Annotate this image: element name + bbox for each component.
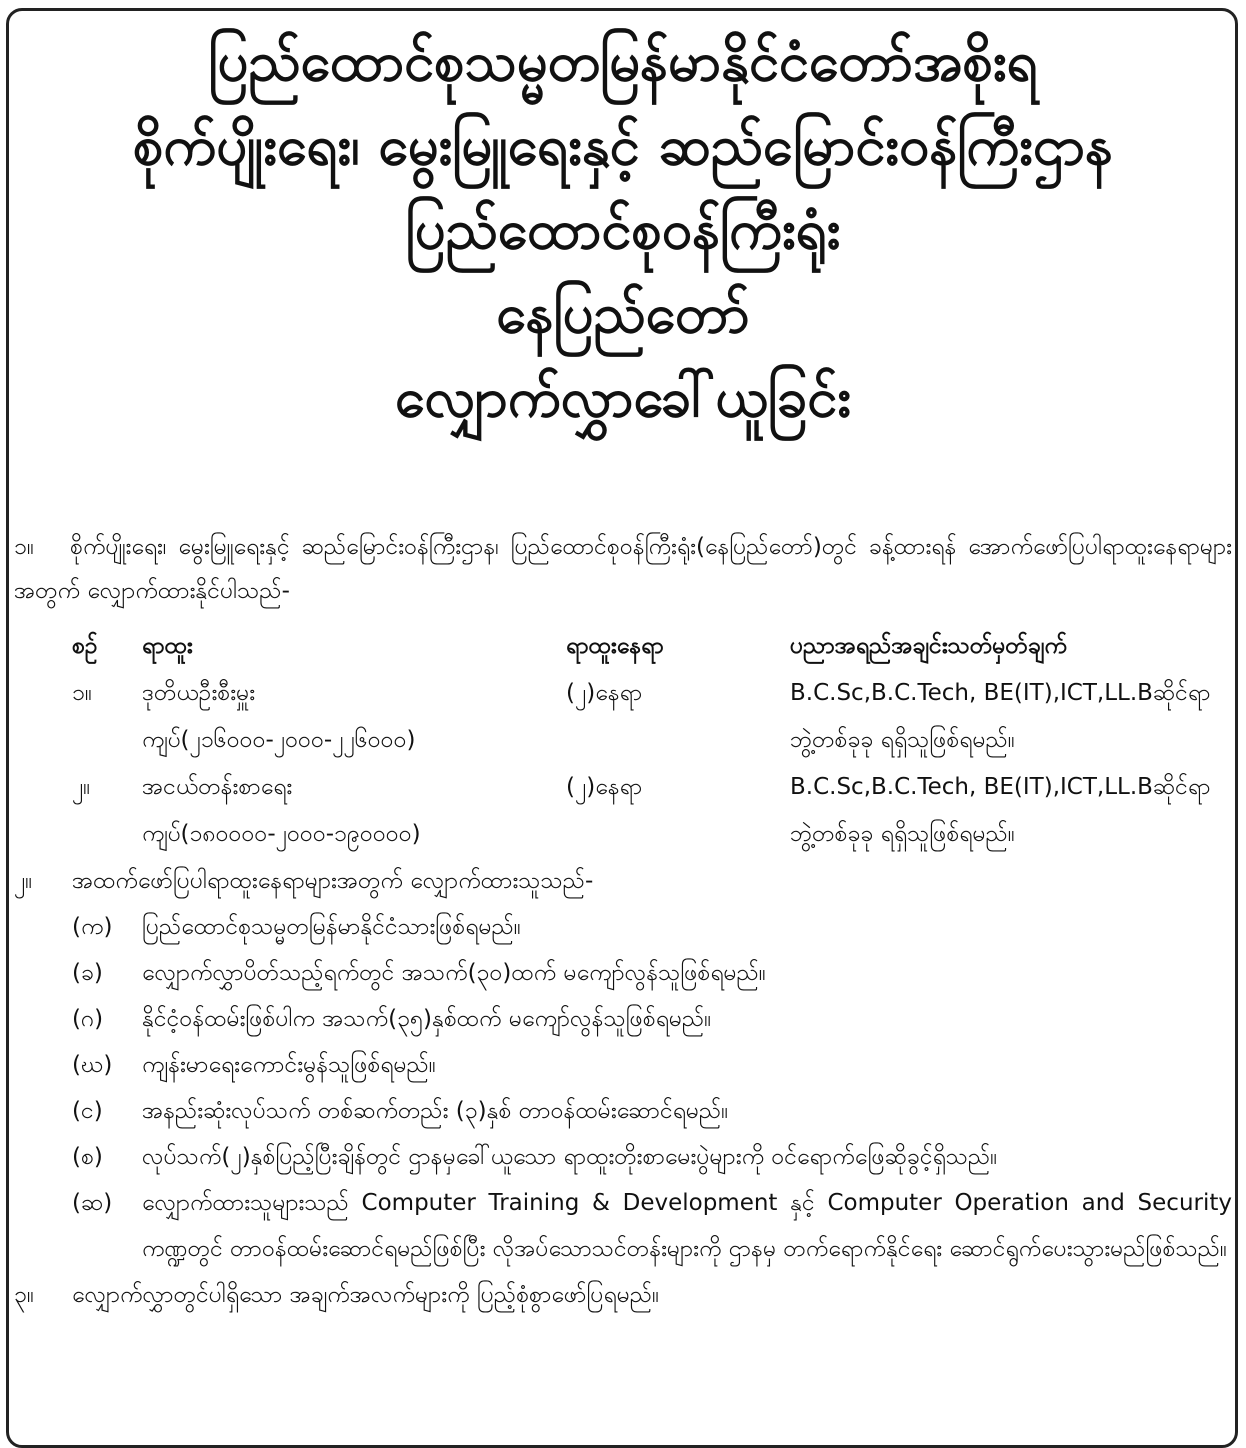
row-qualification-cont: ဘွဲ့တစ်ခုခု ရရှိသူဖြစ်ရမည်။ [790, 821, 1015, 847]
vacancy-table [14, 623, 1232, 858]
table-row-cont [14, 717, 1232, 764]
item-text: လျှောက်လွှာပိတ်သည့်ရက်တွင် အသက်(၃၀)ထက် မကျော်လွန်သူဖြစ်ရမည်။ [142, 960, 766, 986]
row-salary: ကျပ်(၁၈၀၀၀၀-၂၀၀၀-၁၉၀၀၀၀) [142, 821, 421, 847]
notice-body [14, 525, 1232, 1318]
table-row [14, 670, 1232, 717]
row-no: ၂။ [72, 774, 91, 800]
item-text: ပြည်ထောင်စုသမ္မတမြန်မာနိုင်ငံသားဖြစ်ရမည်။ [142, 914, 521, 940]
list-item [14, 950, 1232, 996]
header-ministry: စိုက်ပျိုးရေး၊ မွေးမြူရေးနှင့် ဆည်မြောင်းဝန်ကြီးဌာန [132, 114, 1113, 177]
list-item [14, 1180, 1232, 1272]
row-no: ၁။ [72, 680, 92, 706]
header-no: စဉ် [72, 633, 98, 659]
section-2-number: ၂။ [14, 868, 33, 894]
section-3 [14, 1272, 1232, 1318]
header-position: ရာထူး [142, 633, 193, 659]
list-item [14, 904, 1232, 950]
item-label: (ခ) [72, 960, 103, 986]
row-count: (၂)နေရာ [566, 774, 643, 800]
header-count: ရာထူးနေရာ [566, 633, 664, 659]
list-item [14, 1134, 1232, 1180]
item-text: အနည်းဆုံးလုပ်သက် တစ်ဆက်တည်း (၃)နှစ် တာဝန်ထမ်းဆောင်ရမည်။ [142, 1098, 729, 1124]
row-position: ဒုတိယဦးစီးမှူး [142, 680, 256, 706]
item-text: နိုင်ငံ့ဝန်ထမ်းဖြစ်ပါက အသက်(၃၅)နှစ်ထက် မကျော်လွန်သူဖြစ်ရမည်။ [142, 1006, 712, 1032]
row-count: (၂)နေရာ [566, 680, 643, 706]
row-salary: ကျပ်(၂၁၆၀၀၀-၂၀၀၀-၂၂၆၀၀၀) [142, 727, 416, 753]
row-qualification: B.C.Sc,B.C.Tech, BE(IT),ICT,LL.Bဆိုင်ရာ [790, 680, 1211, 706]
section-3-number: ၃။ [14, 1282, 34, 1308]
item-text: လျှောက်ထားသူများသည် Computer Training & Development နှင့် Computer Operation and Security ကဏ္ဍတွင် တာဝန်ထမ်းဆောင်ရမည်ဖြစ်ပြီး လိုအပ်သောသင်တန်းများကို ဌာနမှ တက်ရောက်နိုင်ရေး ဆောင်ရွက်ပေးသွားမည်ဖြစ်သည်။ [142, 1190, 1232, 1262]
header-government: ပြည်ထောင်စုသမ္မတမြန်မာနိုင်ငံတော်အစိုးရ [208, 30, 1038, 93]
row-position: အငယ်တန်းစာရေး [142, 774, 293, 800]
table-row-cont [14, 811, 1232, 858]
section-2-text: အထက်ဖော်ပြပါရာထူးနေရာများအတွက် လျှောက်ထားသူသည်- [72, 868, 594, 894]
section-1-number: ၁။ [14, 534, 34, 560]
item-text: လုပ်သက်(၂)နှစ်ပြည့်ပြီးချိန်တွင် ဌာနမှခေါ်ယူသော ရာထူးတိုးစာမေးပွဲများကို ဝင်ရောက်ဖြေဆိုခွင့်ရှိသည်။ [142, 1144, 998, 1170]
item-label: (ဆ) [72, 1190, 113, 1216]
header-office: ပြည်ထောင်စုဝန်ကြီးရုံး [405, 198, 841, 261]
list-item [14, 996, 1232, 1042]
table-header-row [14, 623, 1232, 670]
item-label: (စ) [72, 1144, 103, 1170]
notice-title: လျှောက်လွှာခေါ်ယူခြင်း [395, 366, 851, 429]
item-label: (က) [72, 914, 113, 940]
item-text: ကျန်းမာရေးကောင်းမွန်သူဖြစ်ရမည်။ [142, 1052, 436, 1078]
row-qualification-cont: ဘွဲ့တစ်ခုခု ရရှိသူဖြစ်ရမည်။ [790, 727, 1015, 753]
header-city: နေပြည်တော် [496, 282, 750, 345]
header-qualification: ပညာအရည်အချင်းသတ်မှတ်ချက် [790, 633, 1067, 659]
notice-header [0, 20, 1246, 440]
section-2-heading [14, 858, 1232, 904]
item-label: (င) [72, 1098, 103, 1124]
section-1-text: စိုက်ပျိုးရေး၊ မွေးမြူရေးနှင့် ဆည်မြောင်းဝန်ကြီးဌာန၊ ပြည်ထောင်စုဝန်ကြီးရုံး(နေပြည်တော်)တွင် ခန့်ထားရန် အောက်ဖော်ပြပါရာထူးနေရာများအတွက် လျှောက်ထားနိုင်ပါသည်- [14, 534, 1232, 604]
section-1 [14, 525, 1232, 613]
table-row [14, 764, 1232, 811]
list-item [14, 1042, 1232, 1088]
row-qualification: B.C.Sc,B.C.Tech, BE(IT),ICT,LL.Bဆိုင်ရာ [790, 774, 1211, 800]
section-3-text: လျှောက်လွှာတွင်ပါရှိသော အချက်အလက်များကို ပြည့်စုံစွာဖော်ပြရမည်။ [72, 1282, 660, 1308]
section-2 [14, 858, 1232, 1272]
item-label: (ဃ) [72, 1052, 113, 1078]
list-item [14, 1088, 1232, 1134]
item-label: (ဂ) [72, 1006, 104, 1032]
